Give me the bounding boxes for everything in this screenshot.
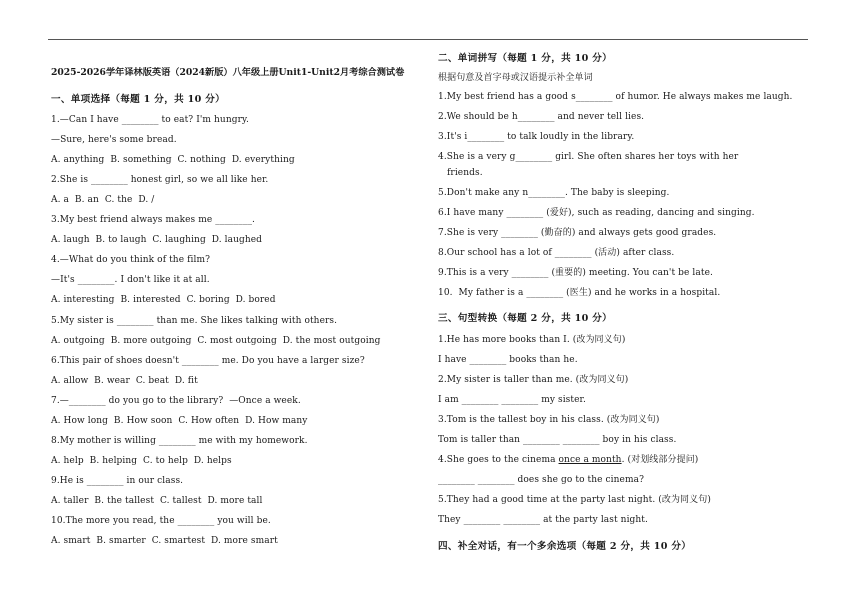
s3-q4-text: 4.She goes to the cinema bbox=[438, 455, 559, 465]
s1-line: 2.She is ________ honest girl, so we all like her. bbox=[51, 175, 269, 185]
s1-line: A. anything B. something C. nothing D. everything bbox=[51, 155, 295, 165]
s1-line: A. allow B. wear C. beat D. fit bbox=[51, 376, 198, 386]
s3-line: ________ ________ does she go to the cinema? bbox=[438, 475, 645, 485]
s1-line: A. laugh B. to laugh C. laughing D. laughed bbox=[51, 235, 263, 245]
s2-line: 5.Don't make any n________. The baby is sleeping. bbox=[438, 188, 670, 198]
s1-line: A. How long B. How soon C. How often D. How many bbox=[51, 416, 308, 426]
section-2-heading: 二、单词拼写（每题 1 分，共 10 分） bbox=[438, 53, 612, 64]
s3-q4-instruction: . (对划线部分提问) bbox=[621, 455, 699, 465]
s2-line: 9.This is a very ________ (重要的) meeting. You can't be late. bbox=[438, 268, 713, 278]
s3-line: 3.Tom is the tallest boy in his class. (改为同义句) bbox=[438, 415, 660, 425]
section-4-heading: 四、补全对话，有一个多余选项（每题 2 分，共 10 分） bbox=[438, 541, 692, 552]
s1-line: A. help B. helping C. to help D. helps bbox=[51, 456, 232, 466]
s1-line: 1.—Can I have ________ to eat? I'm hungry. bbox=[51, 115, 249, 125]
s1-line: A. smart B. smarter C. smartest D. more smart bbox=[51, 536, 278, 546]
s3-line bbox=[438, 454, 698, 466]
s3-line: They ________ ________ at the party last night. bbox=[438, 515, 648, 525]
s2-line: 4.She is a very g________ girl. She often shares her toys with her bbox=[438, 152, 739, 162]
s1-line: 8.My mother is willing ________ me with my homework. bbox=[51, 436, 308, 446]
s3-line: 5.They had a good time at the party last night. (改为同义句) bbox=[438, 495, 711, 505]
s1-line: —It's ________. I don't like it at all. bbox=[51, 275, 210, 285]
s2-line: 7.She is very ________ (勤奋的) and always gets good grades. bbox=[438, 228, 717, 238]
s2-line: 1.My best friend has a good s________ of humor. He always makes me laugh. bbox=[438, 92, 793, 102]
s3-line: Tom is taller than ________ ________ boy in his class. bbox=[438, 435, 677, 445]
s1-line: 6.This pair of shoes doesn't ________ me. Do you have a larger size? bbox=[51, 356, 365, 366]
s3-line: I have ________ books than he. bbox=[438, 355, 578, 365]
s1-line: A. taller B. the tallest C. tallest D. more tall bbox=[51, 496, 263, 506]
s3-line: 1.He has more books than I. (改为同义句) bbox=[438, 335, 626, 345]
section-2-instruction: 根据句意及首字母或汉语提示补全单词 bbox=[438, 73, 593, 83]
s1-line: —Sure, here's some bread. bbox=[51, 135, 177, 145]
header-rule bbox=[48, 39, 808, 40]
s2-line: 10. My father is a ________ (医生) and he works in a hospital. bbox=[438, 288, 721, 298]
s2-line: 3.It's i________ to talk loudly in the library. bbox=[438, 132, 635, 142]
s2-line: 6.I have many ________ (爱好), such as reading, dancing and singing. bbox=[438, 208, 755, 218]
section-3-heading: 三、句型转换（每题 2 分，共 10 分） bbox=[438, 313, 612, 324]
exam-title: 2025-2026学年译林版英语（2024新版）八年级上册Unit1-Unit2月考综合测试卷 bbox=[51, 67, 405, 78]
section-1-heading: 一、单项选择（每题 1 分，共 10 分） bbox=[51, 94, 225, 105]
s2-line: 2.We should be h________ and never tell lies. bbox=[438, 112, 645, 122]
s3-line: I am ________ ________ my sister. bbox=[438, 395, 586, 405]
s2-line: 8.Our school has a lot of ________ (活动) after class. bbox=[438, 248, 675, 258]
s1-line: 9.He is ________ in our class. bbox=[51, 476, 184, 486]
s1-line: A. outgoing B. more outgoing C. most outgoing D. the most outgoing bbox=[51, 336, 381, 346]
s1-line: A. interesting B. interested C. boring D. bored bbox=[51, 295, 276, 305]
s1-line: 10.The more you read, the ________ you will be. bbox=[51, 516, 271, 526]
s3-line: 2.My sister is taller than me. (改为同义句) bbox=[438, 375, 629, 385]
s1-line: A. a B. an C. the D. / bbox=[51, 195, 155, 205]
s1-line: 4.—What do you think of the film? bbox=[51, 255, 211, 265]
s1-line: 7.—________ do you go to the library? —Once a week. bbox=[51, 396, 301, 406]
s1-line: 5.My sister is ________ than me. She likes talking with others. bbox=[51, 316, 338, 326]
s1-line: 3.My best friend always makes me ________. bbox=[51, 215, 256, 225]
s2-line: friends. bbox=[447, 168, 483, 178]
underlined-phrase: once a month bbox=[558, 455, 622, 465]
